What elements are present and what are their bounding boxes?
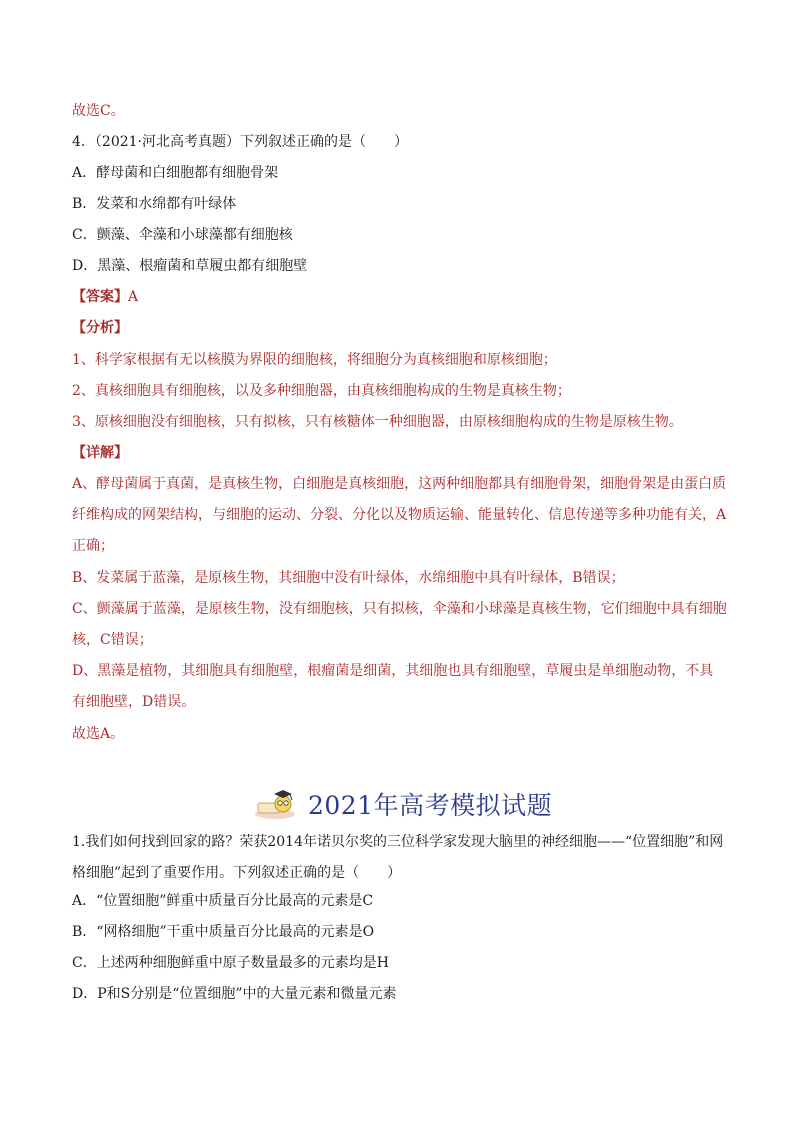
detail-option-d: D、黑藻是植物，其细胞具有细胞壁，根瘤菌是细菌，其细胞也具有细胞壁，草履虫是单细胞动物，不具有细胞壁，D错误。 <box>72 663 714 710</box>
question-4-option-d: D．黑藻、根瘤菌和草履虫都有细胞壁 <box>72 258 308 274</box>
answer-line <box>72 287 727 307</box>
question-4-option-a: A．酵母菌和白细胞都有细胞骨架 <box>72 165 279 181</box>
question-1-option-a: A．“位置细胞”鲜重中质量百分比最高的元素是C <box>72 893 374 909</box>
analysis-point-1: 1、科学家根据有无以核膜为界限的细胞核，将细胞分为真核细胞和原核细胞； <box>72 352 557 368</box>
question-1-option-d: D．P和S分别是“位置细胞”中的大量元素和微量元素 <box>72 986 397 1002</box>
detail-option-b: B、发菜属于蓝藻，是原核生物，其细胞中没有叶绿体，水绵细胞中具有叶绿体，B错误； <box>72 570 625 586</box>
answer-value: A <box>128 289 139 305</box>
detail-option-a: A、酵母菌属于真菌，是真核生物，白细胞是真核细胞，这两种细胞都具有细胞骨架，细胞骨架是由蛋白质纤维构成的网架结构，与细胞的运动、分裂、分化以及物质运输、能量转化、信息传递等多种功能有关，A正确； <box>72 476 727 554</box>
analysis-point-2: 2、真核细胞具有细胞核，以及多种细胞器，由真核细胞构成的生物是真核生物； <box>72 383 571 399</box>
question-1-option-b: B．“网格细胞”干重中质量百分比最高的元素是O <box>72 924 375 940</box>
detail-option-c: C、颤藻属于蓝藻，是原核生物，没有细胞核，只有拟核，伞藻和小球藻是真核生物，它们细胞中具有细胞核，C错误； <box>72 601 727 648</box>
question-4-stem: 4．（2021·河北高考真题）下列叙述正确的是（ ） <box>72 134 408 150</box>
prev-conclusion: 故选C。 <box>72 103 125 119</box>
question-1-stem: 1.我们如何找到回家的路？荣获2014年诺贝尔奖的三位科学家发现大脑里的神经细胞——“位置细胞”和网格细胞”起到了重要作用。下列叙述正确的是（ ） <box>72 834 724 881</box>
section-title-text: 2021年高考模拟试题 <box>308 791 553 820</box>
graduation-scroll-icon <box>252 787 298 821</box>
question-1-option-c: C．上述两种细胞鲜重中原子数量最多的元素均是H <box>72 955 389 971</box>
question-4-option-b: B．发菜和水绵都有叶绿体 <box>72 196 237 212</box>
question-4-conclusion: 故选A。 <box>72 726 125 742</box>
analysis-point-3: 3、原核细胞没有细胞核，只有拟核，只有核糖体一种细胞器，由原核细胞构成的生物是原核生物。 <box>72 414 683 430</box>
answer-label: 【答案】 <box>72 289 128 305</box>
question-4-option-c: C．颤藻、伞藻和小球藻都有细胞核 <box>72 227 293 243</box>
analysis-label: 【分析】 <box>72 320 128 336</box>
section-title <box>252 786 572 822</box>
detail-label: 【详解】 <box>72 445 128 461</box>
